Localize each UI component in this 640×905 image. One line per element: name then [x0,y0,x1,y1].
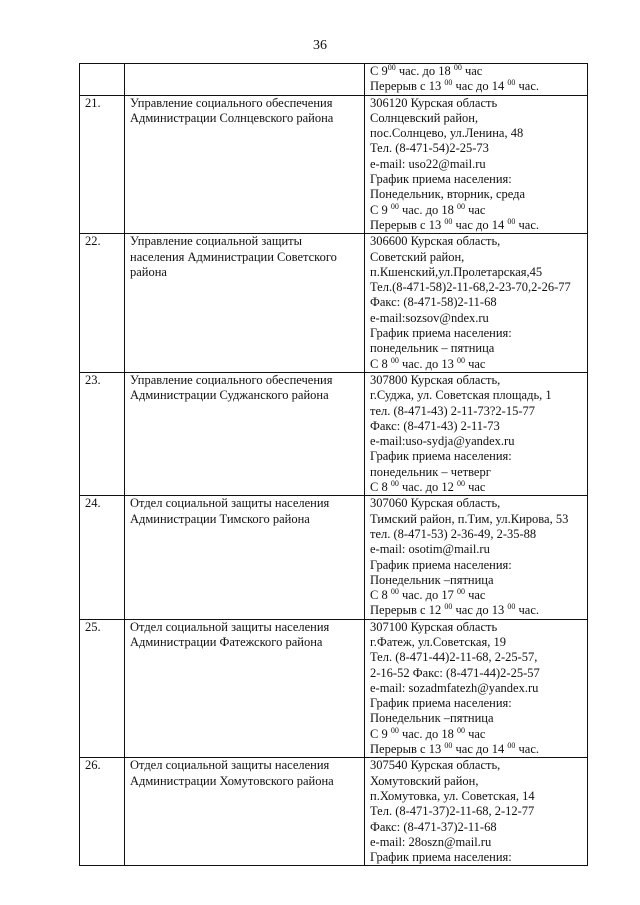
time-minutes-superscript: 00 [390,479,399,489]
contact-info-line [370,234,583,249]
contact-info-text: Советский район, [370,249,465,264]
time-minutes-superscript: 00 [456,355,465,365]
time-minutes-superscript: 00 [456,201,465,211]
time-minutes-superscript: 00 [390,355,399,365]
contact-info-line [370,311,583,326]
contact-info-line [370,603,583,618]
organization-name-line: населения Администрации Советского [130,249,337,264]
row-number-cell [80,758,125,866]
contact-info-text: час. [515,603,539,618]
contact-info-text: e-mail: 28oszn@mail.ru [370,834,492,849]
contact-info-text: 307540 Курская область, [370,758,501,773]
organization-name-line: Администрации Солнцевского района [130,110,334,125]
organization-name-line: Управление социальной защиты [130,234,303,249]
organization-cell [125,619,365,758]
contact-info-text: п.Кшенский,ул.Пролетарская,45 [370,264,543,279]
contact-info-line [370,111,583,126]
contact-info-line [370,774,583,789]
table-row [80,619,588,758]
contact-info-text: час [464,356,486,371]
organization-cell [125,758,365,866]
contact-info-text: тел. (8-471-43) 2-11-73?2-15-77 [370,403,536,418]
time-minutes-superscript: 00 [456,725,465,735]
contact-info-text: час. до 17 [398,588,457,603]
contact-info-cell [365,234,588,373]
contact-info-text: час [464,588,486,603]
table-row [80,758,588,866]
contact-info-text: 307800 Курская область, [370,372,501,387]
time-minutes-superscript: 00 [390,201,399,211]
contact-info-line [370,203,583,218]
time-minutes-superscript: 00 [456,479,465,489]
contact-info-text: 2-16-52 Факс: (8-471-44)2-25-57 [370,665,540,680]
contact-info-text: С 9 [370,202,391,217]
social-protection-offices-table [79,63,588,866]
contact-info-line [370,187,583,202]
table-row [80,372,588,495]
contact-info-line [370,711,583,726]
contact-info-line [370,404,583,419]
contact-info-text: Тел. (8-471-37)2-11-68, 2-12-77 [370,804,535,819]
page-number: 36 [313,38,327,53]
contact-info-text: График приема населения: [370,850,512,865]
contact-info-text: час. [515,79,539,94]
contact-info-text: e-mail:uso-sydja@yandex.ru [370,434,515,449]
contact-info-text: С 8 [370,588,391,603]
contact-info-text: час. [515,742,539,757]
contact-info-text: Перерыв с 13 [370,79,445,94]
contact-info-text: г.Суджа, ул. Советская площадь, 1 [370,388,552,403]
time-minutes-superscript: 00 [390,725,399,735]
organization-name-line: Отдел социальной защиты населения [130,496,330,511]
contact-info-text: График приема населения: [370,326,512,341]
contact-info-text: Тимский район, п.Тим, ул.Кирова, 53 [370,511,569,526]
contact-info-text: час. до 13 [398,356,457,371]
contact-info-text: час до 13 [452,603,508,618]
contact-info-line [370,835,583,850]
contact-info-text: e-mail: sozadmfatezh@yandex.ru [370,680,539,695]
contact-info-line [370,804,583,819]
contact-info-line [370,265,583,280]
contact-info-line [370,727,583,742]
contact-info-line [370,758,583,773]
organization-name-line: района [130,264,167,279]
contact-info-line [370,542,583,557]
contact-info-cell [365,496,588,619]
row-number-cell [80,372,125,495]
contact-info-text: С 8 [370,480,391,495]
organization-name-line: Отдел социальной защиты населения [130,619,330,634]
contact-info-text: час до 14 [452,217,508,232]
row-number: 24. [85,496,101,511]
organization-name-line: Управление социального обеспечения [130,372,333,387]
time-minutes-superscript: 00 [507,78,516,88]
contact-info-text: понедельник – четверг [370,464,491,479]
contact-info-cell [365,758,588,866]
organization-name-line: Администрации Хомутовского района [130,773,334,788]
contact-info-text: График приема населения: [370,172,512,187]
time-minutes-superscript: 00 [390,587,399,597]
organization-name-line: Отдел социальной защиты населения [130,758,330,773]
contact-info-text: час до 14 [452,79,508,94]
contact-info-text: 307100 Курская область [370,619,498,634]
contact-info-text: 306120 Курская область [370,95,498,110]
organization-name-line: Управление социального обеспечения [130,95,333,110]
contact-info-line [370,573,583,588]
contact-info-text: час. до 18 [398,202,457,217]
row-number: 22. [85,234,101,249]
contact-info-line [370,434,583,449]
contact-info-line [370,650,583,665]
table-row [80,64,588,96]
contact-info-text: Тел. (8-471-54)2-25-73 [370,141,489,156]
contact-info-text: час [464,480,486,495]
row-number: 25. [85,619,101,634]
contact-info-text: час [464,202,486,217]
contact-info-text: Тел. (8-471-44)2-11-68, 2-25-57, [370,650,538,665]
row-number-cell [80,234,125,373]
contact-info-text: Факс: (8-471-58)2-11-68 [370,295,497,310]
organization-name-line: Администрации Тимского района [130,511,310,526]
contact-info-line [370,326,583,341]
contact-info-text: тел. (8-471-53) 2-36-49, 2-35-88 [370,526,537,541]
contact-info-text: С 9 [370,64,388,78]
contact-info-text: Тел.(8-471-58)2-11-68,2-23-70,2-26-77 [370,280,571,295]
contact-info-text: Перерыв с 12 [370,603,445,618]
contact-info-line [370,696,583,711]
row-number-cell [80,64,125,96]
organization-cell [125,95,365,234]
contact-info-text: Перерыв с 13 [370,742,445,757]
table-row [80,95,588,234]
row-number: 21. [85,95,101,110]
contact-info-text: час [461,64,483,78]
contact-info-text: График приема населения: [370,557,512,572]
organization-cell [125,372,365,495]
time-minutes-superscript: 00 [507,741,516,751]
contact-info-text: Понедельник –пятница [370,711,494,726]
contact-info-line [370,820,583,835]
contact-info-text: График приема населения: [370,696,512,711]
contact-info-line [370,742,583,757]
contact-info-text: Понедельник, вторник, среда [370,187,526,202]
organization-cell [125,496,365,619]
row-number [92,64,114,78]
row-number-cell [80,496,125,619]
table-row [80,234,588,373]
contact-info-line [370,635,583,650]
time-minutes-superscript: 00 [444,216,453,226]
contact-info-cell [365,95,588,234]
contact-info-text: График приема населения: [370,449,512,464]
contact-info-line [370,373,583,388]
contact-info-line [370,357,583,372]
contact-info-text: Факс: (8-471-37)2-11-68 [370,819,497,834]
time-minutes-superscript: 00 [444,78,453,88]
contact-info-line [370,126,583,141]
contact-info-text: Солнцевский район, [370,110,479,125]
contact-info-line [370,512,583,527]
contact-info-line [370,218,583,233]
contact-info-line [370,141,583,156]
time-minutes-superscript: 00 [507,216,516,226]
time-minutes-superscript: 00 [507,602,516,612]
contact-info-line [370,527,583,542]
contact-info-line [370,480,583,495]
contact-info-text: час [464,726,486,741]
contact-info-text: пос.Солнцево, ул.Ленина, 48 [370,126,524,141]
contact-info-text: г.Фатеж, ул.Советская, 19 [370,634,506,649]
contact-info-line [370,449,583,464]
contact-info-line [370,341,583,356]
organization-cell [125,64,365,96]
table-row [80,496,588,619]
contact-info-line [370,620,583,635]
contact-info-line [370,419,583,434]
contact-info-line [370,496,583,511]
contact-info-text: час. до 18 [398,726,457,741]
contact-info-cell [365,372,588,495]
contact-info-line [370,388,583,403]
contact-info-line [370,465,583,480]
contact-info-line [370,96,583,111]
contact-info-text: п.Хомутовка, ул. Советская, 14 [370,788,535,803]
contact-info-text: час. до 12 [398,480,457,495]
contact-info-line [370,79,583,94]
contact-info-text: e-mail:sozsov@ndex.ru [370,310,489,325]
contact-info-text: Факс: (8-471-43) 2-11-73 [370,418,500,433]
organization-name-line: Администрации Фатежского района [130,634,323,649]
contact-info-line [370,850,583,865]
time-minutes-superscript: 00 [387,63,396,72]
table-body [80,64,588,866]
contact-info-line [370,666,583,681]
contact-info-text: Хомутовский район, [370,773,479,788]
time-minutes-superscript: 00 [456,587,465,597]
contact-info-text: час. [515,217,539,232]
contact-info-text: Понедельник –пятница [370,572,494,587]
contact-info-line [370,172,583,187]
contact-info-line [370,157,583,172]
time-minutes-superscript: 00 [444,741,453,751]
contact-info-cell [365,64,588,96]
contact-info-text: 307060 Курская область, [370,496,501,511]
contact-info-line [370,64,583,79]
contact-info-line [370,250,583,265]
contact-info-text: С 8 [370,356,391,371]
contact-info-line [370,295,583,310]
contact-info-text: 306600 Курская область, [370,234,501,249]
contact-info-line [370,280,583,295]
contact-info-text: С 9 [370,726,391,741]
time-minutes-superscript: 00 [453,63,462,72]
contact-info-line [370,588,583,603]
contact-info-text: e-mail: osotim@mail.ru [370,542,490,557]
time-minutes-superscript: 00 [444,602,453,612]
row-number-cell [80,95,125,234]
row-number: 26. [85,758,101,773]
organization-cell [125,234,365,373]
row-number: 23. [85,372,101,387]
contact-info-text: понедельник – пятница [370,341,495,356]
organization-name-line: Администрации Суджанского района [130,388,329,403]
contact-info-text: час. до 18 [395,64,454,78]
contact-info-text: час до 14 [452,742,508,757]
contact-info-line [370,558,583,573]
contact-info-text: Перерыв с 13 [370,217,445,232]
row-number-cell [80,619,125,758]
contact-info-cell [365,619,588,758]
contact-info-line [370,789,583,804]
contact-info-text: e-mail: uso22@mail.ru [370,156,486,171]
contact-info-line [370,681,583,696]
